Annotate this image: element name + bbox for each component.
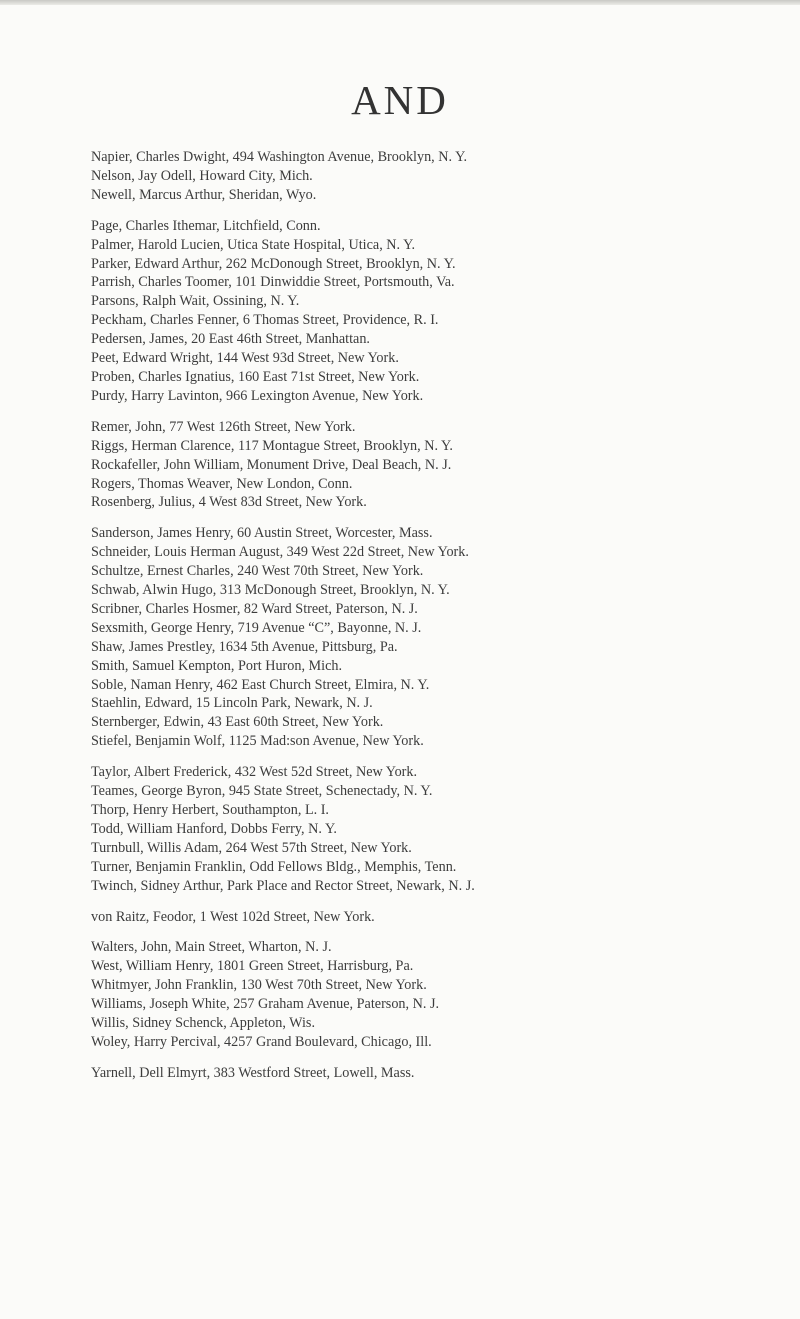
- member-entry: Remer, John, 77 West 126th Street, New York.: [91, 418, 356, 435]
- member-entry: Napier, Charles Dwight, 494 Washington Avenue, Brooklyn, N. Y.: [91, 149, 468, 165]
- member-entry: Schneider, Louis Herman August, 349 West 22d Street, New York.: [91, 544, 469, 561]
- letter-group: [91, 217, 791, 406]
- member-entry: Willis, Sidney Schenck, Appleton, Wis.: [91, 1015, 316, 1032]
- member-entry: Scribner, Charles Hosmer, 82 Ward Street, Paterson, N. J.: [91, 600, 418, 617]
- member-entry: Parsons, Ralph Wait, Ossining, N. Y.: [91, 293, 300, 310]
- member-entry: Sanderson, James Henry, 60 Austin Street, Worcester, Mass.: [91, 525, 433, 542]
- member-entry: Schultze, Ernest Charles, 240 West 70th Street, New York.: [91, 563, 424, 580]
- member-entry: Sternberger, Edwin, 43 East 60th Street, New York.: [91, 714, 384, 731]
- letter-group: [91, 938, 791, 1051]
- page-top-border: [0, 0, 800, 5]
- member-entry: Nelson, Jay Odell, Howard City, Mich.: [91, 167, 313, 184]
- member-directory: [91, 148, 791, 1095]
- member-entry: Riggs, Herman Clarence, 117 Montague Street, Brooklyn, N. Y.: [91, 437, 453, 454]
- member-entry: Pedersen, James, 20 East 46th Street, Manhattan.: [91, 331, 370, 348]
- letter-group: [91, 148, 791, 205]
- member-entry: Rockafeller, John William, Monument Drive, Deal Beach, N. J.: [91, 456, 452, 473]
- member-entry: Yarnell, Dell Elmyrt, 383 Westford Street, Lowell, Mass.: [91, 1064, 415, 1081]
- member-entry: Rosenberg, Julius, 4 West 83d Street, New York.: [91, 494, 367, 511]
- member-entry: Peckham, Charles Fenner, 6 Thomas Street, Providence, R. I.: [91, 312, 439, 329]
- member-entry: Thorp, Henry Herbert, Southampton, L. I.: [91, 802, 329, 818]
- letter-group: [91, 908, 791, 927]
- member-entry: Shaw, James Prestley, 1634 5th Avenue, Pittsburg, Pa.: [91, 638, 398, 655]
- page-heading: AND: [351, 77, 449, 123]
- member-entry: Teames, George Byron, 945 State Street, Schenectady, N. Y.: [91, 783, 433, 800]
- member-entry: Schwab, Alwin Hugo, 313 McDonough Street, Brooklyn, N. Y.: [91, 582, 450, 599]
- member-entry: Parrish, Charles Toomer, 101 Dinwiddie Street, Portsmouth, Va.: [91, 274, 455, 291]
- letter-group: [91, 524, 791, 751]
- member-entry: Proben, Charles Ignatius, 160 East 71st Street, New York.: [91, 368, 420, 385]
- member-entry: Todd, William Hanford, Dobbs Ferry, N. Y.: [91, 820, 337, 837]
- member-entry: Turnbull, Willis Adam, 264 West 57th Street, New York.: [91, 839, 412, 856]
- member-entry: Page, Charles Ithemar, Litchfield, Conn.: [91, 217, 321, 234]
- member-entry: Purdy, Harry Lavinton, 966 Lexington Avenue, New York.: [91, 387, 424, 404]
- member-entry: Peet, Edward Wright, 144 West 93d Street, New York.: [91, 350, 399, 367]
- member-entry: Twinch, Sidney Arthur, Park Place and Rector Street, Newark, N. J.: [91, 877, 475, 894]
- member-entry: Newell, Marcus Arthur, Sheridan, Wyo.: [91, 186, 317, 203]
- letter-group: [91, 763, 791, 895]
- member-entry: Walters, John, Main Street, Wharton, N. J.: [91, 939, 332, 956]
- member-entry: Parker, Edward Arthur, 262 McDonough Street, Brooklyn, N. Y.: [91, 255, 456, 272]
- member-entry: Palmer, Harold Lucien, Utica State Hospital, Utica, N. Y.: [91, 236, 416, 253]
- member-entry: von Raitz, Feodor, 1 West 102d Street, New York.: [91, 908, 375, 925]
- letter-group: [91, 418, 791, 513]
- member-entry: Stiefel, Benjamin Wolf, 1125 Mad:son Avenue, New York.: [91, 733, 424, 750]
- member-entry: West, William Henry, 1801 Green Street, Harrisburg, Pa.: [91, 958, 414, 975]
- member-entry: Whitmyer, John Franklin, 130 West 70th Street, New York.: [91, 977, 427, 994]
- member-entry: Taylor, Albert Frederick, 432 West 52d Street, New York.: [91, 764, 418, 781]
- member-entry: Sexsmith, George Henry, 719 Avenue “C”, Bayonne, N. J.: [91, 619, 422, 636]
- member-entry: Staehlin, Edward, 15 Lincoln Park, Newark, N. J.: [91, 695, 373, 712]
- member-entry: Soble, Naman Henry, 462 East Church Street, Elmira, N. Y.: [91, 676, 430, 693]
- member-entry: Williams, Joseph White, 257 Graham Avenue, Paterson, N. J.: [91, 996, 440, 1013]
- letter-group: [91, 1064, 791, 1083]
- member-entry: Rogers, Thomas Weaver, New London, Conn.: [91, 475, 353, 492]
- member-entry: Smith, Samuel Kempton, Port Huron, Mich.: [91, 657, 343, 674]
- member-entry: Woley, Harry Percival, 4257 Grand Boulevard, Chicago, Ill.: [91, 1033, 432, 1050]
- member-entry: Turner, Benjamin Franklin, Odd Fellows Bldg., Memphis, Tenn.: [91, 858, 457, 875]
